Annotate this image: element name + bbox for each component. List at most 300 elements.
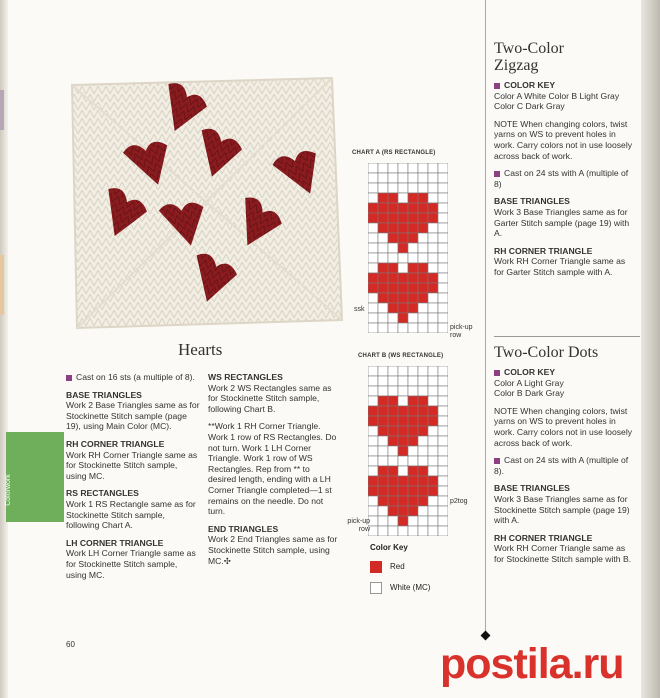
chart-cell <box>438 406 448 416</box>
chart-cell <box>398 223 408 233</box>
color-key-item: Red <box>370 561 430 573</box>
chart-cell <box>428 283 438 293</box>
chart-cell <box>408 466 418 476</box>
chart-cell <box>368 456 378 466</box>
chart-cell <box>388 396 398 406</box>
chart-cell <box>418 456 428 466</box>
chart-cell <box>428 173 438 183</box>
chart-cell <box>378 193 388 203</box>
chart-cell <box>438 233 448 243</box>
chart-cell <box>388 436 398 446</box>
chart-cell <box>378 496 388 506</box>
hearts-swatch-photo <box>62 70 352 340</box>
chart-cell <box>378 203 388 213</box>
chart-cell <box>438 366 448 376</box>
chart-cell <box>398 476 408 486</box>
chart-cell <box>388 446 398 456</box>
chart-cell <box>388 193 398 203</box>
chart-cell <box>368 163 378 173</box>
instruction-block: RH CORNER TRIANGLE Work RH Corner Triangle same as for Stockinette Stitch sample, using MC. <box>66 438 198 481</box>
chart-cell <box>418 386 428 396</box>
chart-cell <box>418 263 428 273</box>
instruction-block: RH CORNER TRIANGLE Work RH Corner Triangle same as for Garter Stitch sample with A. <box>494 245 626 277</box>
chart-cell <box>378 243 388 253</box>
diamond-icon <box>481 631 491 641</box>
chart-cell <box>408 213 418 223</box>
chart-cell <box>398 466 408 476</box>
chart-cell <box>418 183 428 193</box>
chart-cell <box>428 516 438 526</box>
zigzag-note: NOTE When changing colors, twist yarns on WS to prevent holes in work. Carry colors not in use loosely across back of work. <box>494 118 633 161</box>
watermark-logo: postila.ru <box>440 640 624 688</box>
chart-cell <box>438 293 448 303</box>
chart-cell <box>408 183 418 193</box>
chart-cell <box>408 416 418 426</box>
color-key <box>370 543 430 594</box>
page-edge-mark <box>0 90 4 130</box>
chart-cell <box>388 516 398 526</box>
chart-cell <box>408 406 418 416</box>
chart-cell <box>428 366 438 376</box>
chart-cell <box>398 366 408 376</box>
dots-note: NOTE When changing colors, twist yarns on WS to prevent holes in work. Carry colors not in use loosely across back of work. <box>494 405 633 448</box>
chart-cell <box>438 283 448 293</box>
chart-cell <box>438 426 448 436</box>
chart-cell <box>438 506 448 516</box>
chart-cell <box>418 293 428 303</box>
chart-cell <box>398 386 408 396</box>
instruction-block: RH CORNER TRIANGLE Work RH Corner Triangle same as for Stockinette Stitch sample with B. <box>494 532 632 564</box>
chart-cell <box>438 486 448 496</box>
chart-cell <box>408 253 418 263</box>
chart-cell <box>438 213 448 223</box>
chart-cell <box>408 303 418 313</box>
chart-cell <box>388 223 398 233</box>
chart-cell <box>368 386 378 396</box>
chart-cell <box>398 516 408 526</box>
chart-cell <box>418 313 428 323</box>
chart-cell <box>378 303 388 313</box>
chart-cell <box>428 233 438 243</box>
chart-a-title: CHART A (RS RECTANGLE) <box>352 150 436 156</box>
page-number: 60 <box>66 640 75 649</box>
chart-cell <box>368 263 378 273</box>
chart-cell <box>418 253 428 263</box>
chart-cell <box>428 476 438 486</box>
chart-cell <box>418 416 428 426</box>
chart-cell <box>428 456 438 466</box>
chart-cell <box>428 386 438 396</box>
chart-cell <box>408 426 418 436</box>
chart-cell <box>388 173 398 183</box>
chart-cell <box>408 366 418 376</box>
chart-cell <box>368 416 378 426</box>
chart-cell <box>398 496 408 506</box>
chart-cell <box>388 313 398 323</box>
chart-cell <box>428 273 438 283</box>
chart-cell <box>388 376 398 386</box>
chart-cell <box>408 203 418 213</box>
chart-cell <box>368 233 378 243</box>
chart-cell <box>378 253 388 263</box>
chart-cell <box>398 193 408 203</box>
chart-cell <box>398 273 408 283</box>
chart-cell <box>368 253 378 263</box>
chart-cell <box>438 163 448 173</box>
chart-cell <box>438 183 448 193</box>
chart-cell <box>388 293 398 303</box>
chart-cell <box>368 406 378 416</box>
zigzag-cast-on: Cast on 24 sts with A (multiple of 8) <box>494 168 629 189</box>
chart-cell <box>438 223 448 233</box>
chart-cell <box>408 396 418 406</box>
chart-cell <box>378 446 388 456</box>
chart-cell <box>378 263 388 273</box>
chart-cell <box>408 516 418 526</box>
chart-cell <box>408 496 418 506</box>
chart-cell <box>378 476 388 486</box>
chart-cell <box>388 426 398 436</box>
chart-cell <box>368 293 378 303</box>
chart-cell <box>388 486 398 496</box>
chart-cell <box>378 366 388 376</box>
chart-cell <box>438 386 448 396</box>
chart-cell <box>368 506 378 516</box>
chart-cell <box>418 303 428 313</box>
chart-cell <box>398 313 408 323</box>
chart-cell <box>418 466 428 476</box>
chart-cell <box>378 173 388 183</box>
chart-cell <box>428 416 438 426</box>
chart-cell <box>368 183 378 193</box>
chart-cell <box>378 183 388 193</box>
chart-cell <box>388 233 398 243</box>
chart-cell <box>418 476 428 486</box>
chart-cell <box>408 323 418 333</box>
chart-cell <box>398 323 408 333</box>
chart-cell <box>378 516 388 526</box>
chart-cell <box>408 456 418 466</box>
chart-cell <box>408 173 418 183</box>
chart-cell <box>398 233 408 243</box>
chart-cell <box>438 436 448 446</box>
chart-cell <box>368 303 378 313</box>
instruction-block: BASE TRIANGLES Work 3 Base Triangles same as for Stockinette Stitch sample (page 19) with A. <box>494 483 630 526</box>
chart-cell <box>418 436 428 446</box>
chart-cell <box>368 396 378 406</box>
chart-cell <box>378 456 388 466</box>
chart-cell <box>428 506 438 516</box>
chart-cell <box>438 446 448 456</box>
chart-cell <box>368 496 378 506</box>
chart-cell <box>388 323 398 333</box>
chart-cell <box>418 506 428 516</box>
chart-cell <box>438 253 448 263</box>
chart-cell <box>418 213 428 223</box>
right-page-edge <box>641 0 660 698</box>
chart-cell <box>408 223 418 233</box>
chart-cell <box>418 516 428 526</box>
hearts-instructions-col2 <box>208 372 338 573</box>
chart-cell <box>378 526 388 536</box>
chart-cell <box>438 526 448 536</box>
chart-cell <box>418 376 428 386</box>
instruction-block: END TRIANGLES Work 2 End Triangles same as for Stockinette Stitch sample, using MC.✣ <box>208 523 338 566</box>
color-key-title: Color Key <box>370 543 408 552</box>
chart-cell <box>418 446 428 456</box>
chart-cell <box>398 446 408 456</box>
chart-cell <box>388 476 398 486</box>
chart-cell <box>398 183 408 193</box>
chart-cell <box>408 506 418 516</box>
chart-cell <box>428 243 438 253</box>
chart-cell <box>428 323 438 333</box>
chart-cell <box>368 313 378 323</box>
chart-cell <box>428 526 438 536</box>
chart-cell <box>428 406 438 416</box>
chart-cell <box>408 233 418 243</box>
chart-cell <box>438 396 448 406</box>
cast-on-step: Cast on 16 sts (a multiple of 8). <box>66 372 200 383</box>
chart-cell <box>408 293 418 303</box>
chart-cell <box>408 163 418 173</box>
chart-cell <box>388 506 398 516</box>
chart-cell <box>418 526 428 536</box>
chart-cell <box>438 193 448 203</box>
chart-cell <box>418 223 428 233</box>
chart-cell <box>418 193 428 203</box>
chart-cell <box>428 163 438 173</box>
chart-cell <box>438 456 448 466</box>
hearts-instructions-col1 <box>66 372 200 587</box>
chart-cell <box>398 456 408 466</box>
chart-cell <box>428 193 438 203</box>
chart-cell <box>388 416 398 426</box>
chart-cell <box>388 466 398 476</box>
instruction-block: LH CORNER TRIANGLE Work LH Corner Triangle same as for Stockinette Stitch sample, using MC. <box>66 537 196 580</box>
chart-cell <box>428 183 438 193</box>
chart-cell <box>378 313 388 323</box>
chart-cell <box>388 406 398 416</box>
chart-cell <box>418 323 428 333</box>
chart-b-pickup-label: pick-up row <box>347 518 370 533</box>
chart-cell <box>408 273 418 283</box>
chart-cell <box>438 303 448 313</box>
instruction-block: RS RECTANGLES Work 1 RS Rectangle same as for Stockinette Stitch sample, following Chart A. <box>66 488 196 531</box>
chart-cell <box>438 516 448 526</box>
chart-cell <box>418 243 428 253</box>
chart-cell <box>368 193 378 203</box>
chart-cell <box>428 496 438 506</box>
chart-cell <box>398 173 408 183</box>
section-rule <box>494 336 640 337</box>
bullet-icon <box>494 83 500 89</box>
chart-cell <box>428 486 438 496</box>
chart-cell <box>368 203 378 213</box>
chart-cell <box>368 283 378 293</box>
chart-a-pickup-label: pick-up row <box>450 324 473 339</box>
chart-cell <box>438 476 448 486</box>
chart-cell <box>378 213 388 223</box>
chart-b-p2tog-label: p2tog <box>450 498 468 505</box>
chart-cell <box>398 376 408 386</box>
zigzag-section <box>494 40 634 285</box>
chart-cell <box>428 313 438 323</box>
chart-cell <box>398 416 408 426</box>
chart-cell <box>378 426 388 436</box>
chart-cell <box>378 436 388 446</box>
chart-cell <box>438 416 448 426</box>
chart-cell <box>368 466 378 476</box>
chart-cell <box>378 386 388 396</box>
chart-cell <box>438 203 448 213</box>
chart-cell <box>418 163 428 173</box>
chart-cell <box>418 496 428 506</box>
chart-cell <box>398 406 408 416</box>
chart-cell <box>388 183 398 193</box>
chart-cell <box>378 163 388 173</box>
chart-cell <box>438 173 448 183</box>
chart-cell <box>368 173 378 183</box>
chart-cell <box>388 243 398 253</box>
dots-section <box>494 344 634 572</box>
chart-cell <box>428 436 438 446</box>
chart-cell <box>438 376 448 386</box>
chart-cell <box>408 476 418 486</box>
chart-cell <box>378 396 388 406</box>
chart-cell <box>368 486 378 496</box>
red-swatch-icon <box>370 561 382 573</box>
chart-cell <box>388 456 398 466</box>
chart-cell <box>388 283 398 293</box>
dots-cast-on: Cast on 24 sts with A (multiple of 8). <box>494 455 629 476</box>
chart-cell <box>388 263 398 273</box>
chart-cell <box>428 213 438 223</box>
chart-cell <box>428 263 438 273</box>
chart-a-grid <box>368 163 448 333</box>
chart-cell <box>408 386 418 396</box>
chart-cell <box>398 203 408 213</box>
chart-cell <box>398 486 408 496</box>
dots-color-key: COLOR KEY Color A Light Gray Color B Dark Gray <box>494 367 565 399</box>
chart-cell <box>428 223 438 233</box>
chart-cell <box>388 386 398 396</box>
chart-cell <box>438 313 448 323</box>
chart-cell <box>428 446 438 456</box>
chart-cell <box>428 203 438 213</box>
chart-cell <box>398 396 408 406</box>
chart-cell <box>368 223 378 233</box>
chart-cell <box>378 223 388 233</box>
chart-cell <box>398 303 408 313</box>
bullet-icon <box>494 370 500 376</box>
instruction-block: BASE TRIANGLES Work 2 Base Triangles same as for Stockinette Stitch sample (page 19), using Main Color (MC). <box>66 389 200 432</box>
chart-cell <box>398 426 408 436</box>
chart-cell <box>408 193 418 203</box>
page-edge-mark <box>0 255 4 315</box>
chart-cell <box>418 233 428 243</box>
chart-cell <box>418 366 428 376</box>
instruction-block: WS RECTANGLES Work 2 WS Rectangles same as for Stockinette Stitch sample, following Chart B. <box>208 372 332 414</box>
chart-cell <box>368 323 378 333</box>
chart-cell <box>428 376 438 386</box>
chart-cell <box>388 526 398 536</box>
chart-cell <box>398 243 408 253</box>
chart-cell <box>368 366 378 376</box>
chart-cell <box>378 293 388 303</box>
white-swatch-icon <box>370 582 382 594</box>
color-key-item: White (MC) <box>370 582 430 594</box>
chart-cell <box>398 526 408 536</box>
chart-cell <box>388 303 398 313</box>
chart-cell <box>408 486 418 496</box>
chart-cell <box>398 213 408 223</box>
chart-cell <box>378 323 388 333</box>
chart-cell <box>378 486 388 496</box>
chart-cell <box>388 273 398 283</box>
chart-cell <box>388 253 398 263</box>
chart-cell <box>428 303 438 313</box>
chart-cell <box>408 313 418 323</box>
chart-cell <box>418 203 428 213</box>
chart-cell <box>418 173 428 183</box>
chart-cell <box>398 263 408 273</box>
dots-title: Two-Color Dots <box>494 344 599 361</box>
chart-cell <box>438 323 448 333</box>
chart-cell <box>428 396 438 406</box>
chart-cell <box>398 163 408 173</box>
chart-cell <box>418 486 428 496</box>
instruction-block: BASE TRIANGLES Work 3 Base Triangles same as for Garter Stitch sample (page 19) with A. <box>494 196 630 239</box>
bullet-icon <box>494 171 500 177</box>
chart-cell <box>408 436 418 446</box>
chart-cell <box>368 243 378 253</box>
chart-cell <box>428 426 438 436</box>
chart-cell <box>388 203 398 213</box>
chart-cell <box>408 526 418 536</box>
chart-cell <box>398 283 408 293</box>
bullet-icon <box>494 458 500 464</box>
chart-cell <box>368 376 378 386</box>
chart-cell <box>428 466 438 476</box>
chart-cell <box>408 243 418 253</box>
chart-cell <box>388 213 398 223</box>
chart-cell <box>398 253 408 263</box>
chart-cell <box>418 406 428 416</box>
chart-cell <box>368 213 378 223</box>
chart-cell <box>378 273 388 283</box>
hearts-title: Hearts <box>178 340 223 359</box>
chart-cell <box>438 243 448 253</box>
section-tab-label: Colorwork <box>5 474 12 506</box>
zigzag-color-key: COLOR KEY Color A White Color B Light Gray Color C Dark Gray <box>494 80 620 112</box>
chart-cell <box>378 283 388 293</box>
zigzag-title: Two-Color Zigzag <box>494 40 564 74</box>
chart-cell <box>418 396 428 406</box>
chart-cell <box>408 446 418 456</box>
chart-cell <box>408 283 418 293</box>
chart-cell <box>438 263 448 273</box>
instruction-block: **Work 1 RH Corner Triangle. Work 1 row of RS Rectangles. Do not turn. Work 1 LH Corner Triangle. Work 1 row of WS Rectangles. Rep from ** to desired length, ending with a LH Corner Triangle completed—1 st remains on the needle. Do not turn. <box>208 421 337 517</box>
chart-cell <box>398 506 408 516</box>
chart-cell <box>418 283 428 293</box>
bullet-icon <box>66 375 72 381</box>
chart-cell <box>368 426 378 436</box>
chart-a-ssk-label: ssk <box>354 306 365 313</box>
chart-cell <box>398 293 408 303</box>
chart-cell <box>408 263 418 273</box>
chart-cell <box>378 406 388 416</box>
